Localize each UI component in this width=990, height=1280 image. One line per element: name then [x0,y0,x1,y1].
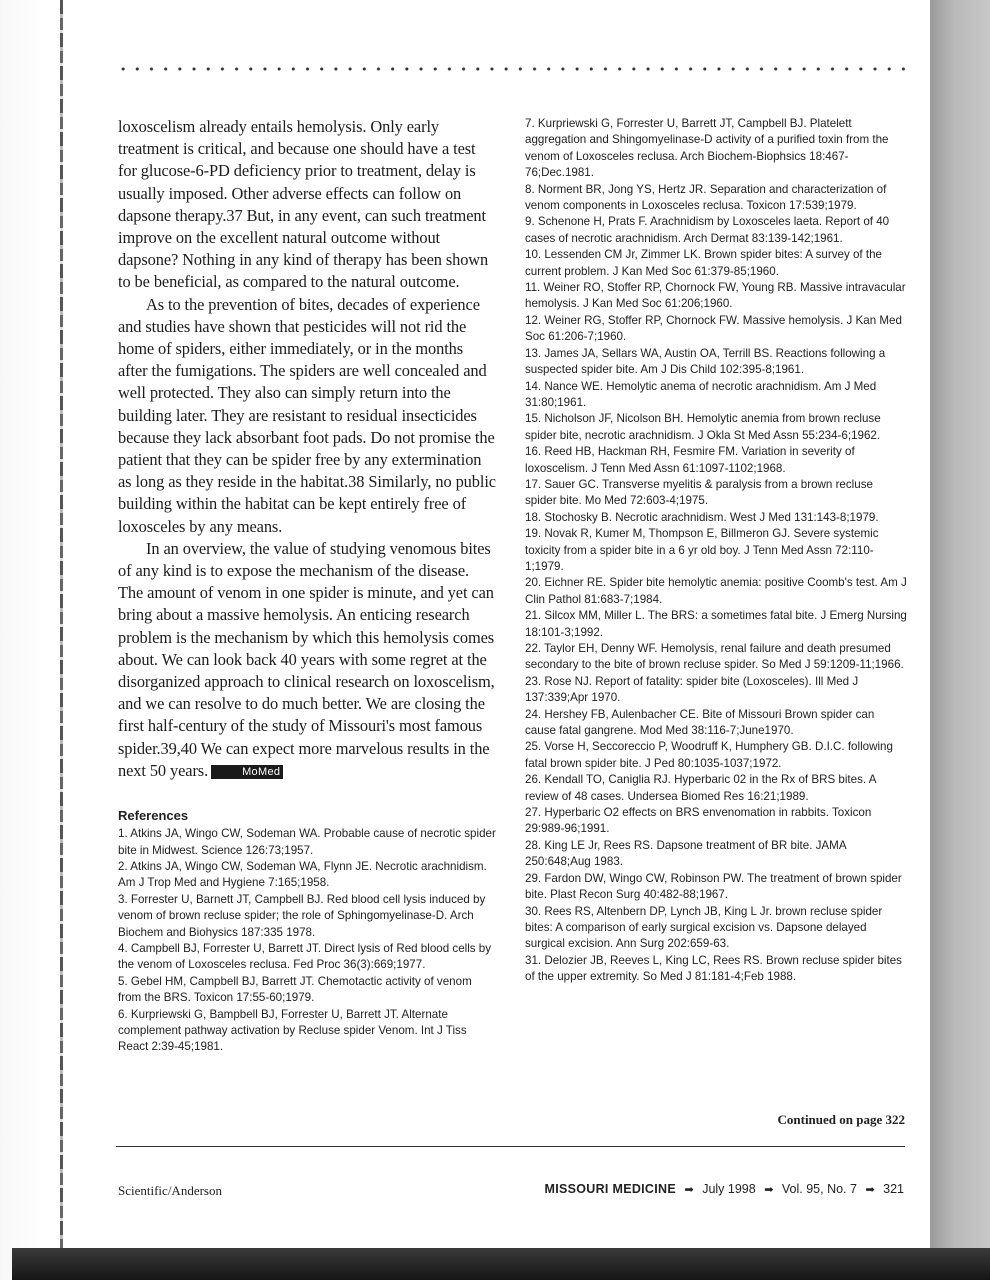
reference-item: 20. Eichner RE. Spider bite hemolytic anemia: positive Coomb's test. Am J Clin Pathol 81:683-7;1984. [525,576,907,606]
reference-item: 15. Nicholson JF, Nicolson BH. Hemolytic anemia from brown recluse spider bite, necrotic arachnidism. J Okla St Med Assn 55:234-6;1962. [525,412,881,442]
references-list-right [525,116,907,986]
reference-item: 13. James JA, Sellars WA, Austin OA, Terrill BS. Reactions following a suspected spider bite. Am J Dis Child 102:395-8;1961. [525,346,886,377]
reference-item: 30. Rees RS, Altenbern DP, Lynch JB, King L Jr. brown recluse spider bites: A comparison of early surgical excision vs. Dapsone delayed surgical excision. Ann Surg 202:659-63. [525,904,883,951]
reference-item: 14. Nance WE. Hemolytic anema of necrotic arachnidism. Am J Med 31:80;1961. [525,379,877,409]
page-number: 321 [883,1182,904,1196]
header-dotted-rule [116,66,908,72]
reference-item: 16. Reed HB, Hackman RH, Fesmire FM. Variation in severity of loxoscelism. J Tenn Med Assn 61:1097-1102;1968. [525,445,855,475]
binding-edge-line [60,0,63,1250]
arrow-separator-icon: ➡ [764,1184,774,1196]
reference-item: 23. Rose NJ. Report of fatality: spider bite (Loxosceles). Ill Med J 137:339;Apr 1970. [525,674,859,705]
reference-item: 1. Atkins JA, Wingo CW, Sodeman WA. Probable cause of necrotic spider bite in Midwest. Science 126:73;1957. [118,827,496,857]
arrow-separator-icon: ➡ [865,1184,875,1196]
reference-item: 29. Fardon DW, Wingo CW, Robinson PW. The treatment of brown spider bite. Plast Recon Surg 40:482-88;1967. [525,871,902,902]
reference-item: 4. Campbell BJ, Forrester U, Barrett JT. Direct lysis of Red blood cells by the venom of Loxosceles reclusa. Fed Proc 36(3):669;1977. [118,941,492,972]
right-column [525,116,907,986]
reference-item: 7. Kurpriewski G, Forrester U, Barrett JT, Campbell BJ. Platelett aggregation and Shingomyelinase-D activity of a purified toxin from the venom of Loxosceles reclusa. Arch Biochem-Biophsics 18:467-76;Dec.1981. [525,117,889,180]
issue-date: July 1998 [702,1182,756,1196]
reference-item: 28. King LE Jr, Rees RS. Dapsone treatment of BR bite. JAMA 250:648;Aug 1983. [525,838,846,869]
reference-item: 21. Silcox MM, Miller L. The BRS: a sometimes fatal bite. J Emerg Nursing 18:101-3;1992. [525,609,907,639]
reference-item: 24. Hershey FB, Aulenbacher CE. Bite of Missouri Brown spider can cause fatal gangrene. Mod Med 38:116-7;June1970. [525,707,875,738]
references-list-left [118,826,496,1056]
journal-name: MISSOURI MEDICINE [544,1182,676,1196]
reference-item: 19. Novak R, Kumer M, Thompson E, Billmeron GJ. Severe systemic toxicity from a spider bite in a 6 yr old boy. J Tenn Med Assn 72:110-1;1979. [525,527,879,573]
body-paragraph-2: As to the prevention of bites, decades of experience and studies have shown that pesticides will not rid the home of spiders, either immediately, or in the months after the fumigations. The spiders are well concealed and well protected. They also can simply return into the building later. They are resistant to residual insecticides because they lack absorbant foot pads. Do not promise the patient that they can be spider free by any extermination as long as they reside in the habitat.38 Similarly, no public building within the habitat can be kept entirely free of loxosceles by any means. [118,294,496,536]
reference-item: 31. Delozier JB, Reeves L, King LC, Rees RS. Brown recluse spider bites of the upper extremity. So Med J 81:181-4;Feb 1988. [525,953,902,984]
reference-item: 12. Weiner RG, Stoffer RP, Chornock FW. Massive hemolysis. J Kan Med Soc 61:206-7;1960. [525,313,902,344]
body-paragraph-1: loxoscelism already entails hemolysis. Only early treatment is critical, and because one should have a test for glucose-6-PD deficiency prior to treatment, delay is usually imposed. Other adverse effects can follow on dapsone therapy.37 But, in any event, can such treatment improve on the excellent natural outcome without dapsone? Nothing in any kind of therapy has been shown to be beneficial, as compared to the natural outcome. [118,117,489,292]
reference-item: 18. Stochosky B. Necrotic arachnidism. West J Med 131:143-8;1979. [525,510,879,524]
reference-item: 27. Hyperbaric O2 effects on BRS envenomation in rabbits. Toxicon 29:989-96;1991. [525,806,872,836]
reference-item: 25. Vorse H, Seccoreccio P, Woodruff K, Humphery GB. D.I.C. following fatal brown spider bite. J Ped 80:1035-1037;1972. [525,740,893,770]
footer-section-author: Scientific/Anderson [118,1183,222,1198]
reference-item: 11. Weiner RO, Stoffer RP, Chornock FW, Young RB. Massive intravacular hemolysis. J Kan Med Soc 61:206;1960. [525,281,906,311]
reference-item: 8. Norment BR, Jong YS, Hertz JR. Separation and characterization of venom components in Loxosceles reclusa. Toxicon 17:539;1979. [525,182,887,213]
scan-right-edge [930,0,990,1280]
references-heading: References [118,808,189,824]
body-paragraph-3-text: In an overview, the value of studying venomous bites of any kind is to expose the mechanism of the disease. The amount of venom in one spider is minute, and yet can bring about a massive hemolysis. An enticing research problem is the mechanism by which this hemolysis comes about. We can look back 40 years with some regret at the disorganized approach to clinical research on loxoscelism, and we can resolve to do much better. We are closing the first half-century of the study of Missouri's most famous spider.39,40 We can expect more marvelous results in the next 50 years. [118,538,495,780]
arrow-separator-icon: ➡ [684,1184,694,1196]
continued-on-page-link[interactable]: Continued on page 322 [777,1112,905,1127]
reference-item: 26. Kendall TO, Caniglia RJ. Hyperbaric 02 in the Rx of BRS bites. A review of 48 cases. Undersea Biomed Res 16:21;1989. [525,773,876,803]
reference-item: 10. Lessenden CM Jr, Zimmer LK. Brown spider bites: A survey of the current problem. J Kan Med Soc 61:379-85;1960. [525,248,882,278]
reference-item: 2. Atkins JA, Wingo CW, Sodeman WA, Flynn JE. Necrotic arachnidism. Am J Trop Med and Hygiene 7:165;1958. [118,859,487,890]
scan-bottom-edge [12,1248,990,1280]
reference-item: 22. Taylor EH, Denny WF. Hemolysis, renal failure and death presumed secondary to the bite of brown recluse spider. So Med J 59:1209-11;1966. [525,642,904,672]
reference-item: 5. Gebel HM, Campbell BJ, Barrett JT. Chemotactic activity of venom from the BRS. Toxicon 17:55-60;1979. [118,974,472,1005]
left-column [118,116,496,1056]
footer-rule [116,1146,905,1147]
footer-journal-info [545,1182,905,1196]
reference-item: 3. Forrester U, Barnett JT, Campbell BJ. Red blood cell lysis induced by venom of brown recluse spider; the role of Sphingomyelinase-D. Arch Biochem and Biohysics 187:335 1978. [118,892,486,939]
reference-item: 9. Schenone H, Prats F. Arachnidism by Loxosceles laeta. Report of 40 cases of necrotic arachnidism. Arch Dermat 83:139-142;1961. [525,215,890,245]
momed-end-badge: MoMed [211,765,283,779]
body-paragraph-3 [118,538,496,782]
page-binding-shadow [0,0,62,1280]
volume-issue: Vol. 95, No. 7 [781,1182,857,1196]
reference-item: 6. Kurpriewski G, Bampbell BJ, Forrester U, Barrett JT. Alternate complement pathway activation by Recluse spider Venom. Int J Tiss React 2:39-45;1981. [118,1007,467,1054]
reference-item: 17. Sauer GC. Transverse myelitis & paralysis from a brown recluse spider bite. Mo Med 72:603-4;1975. [525,477,873,508]
